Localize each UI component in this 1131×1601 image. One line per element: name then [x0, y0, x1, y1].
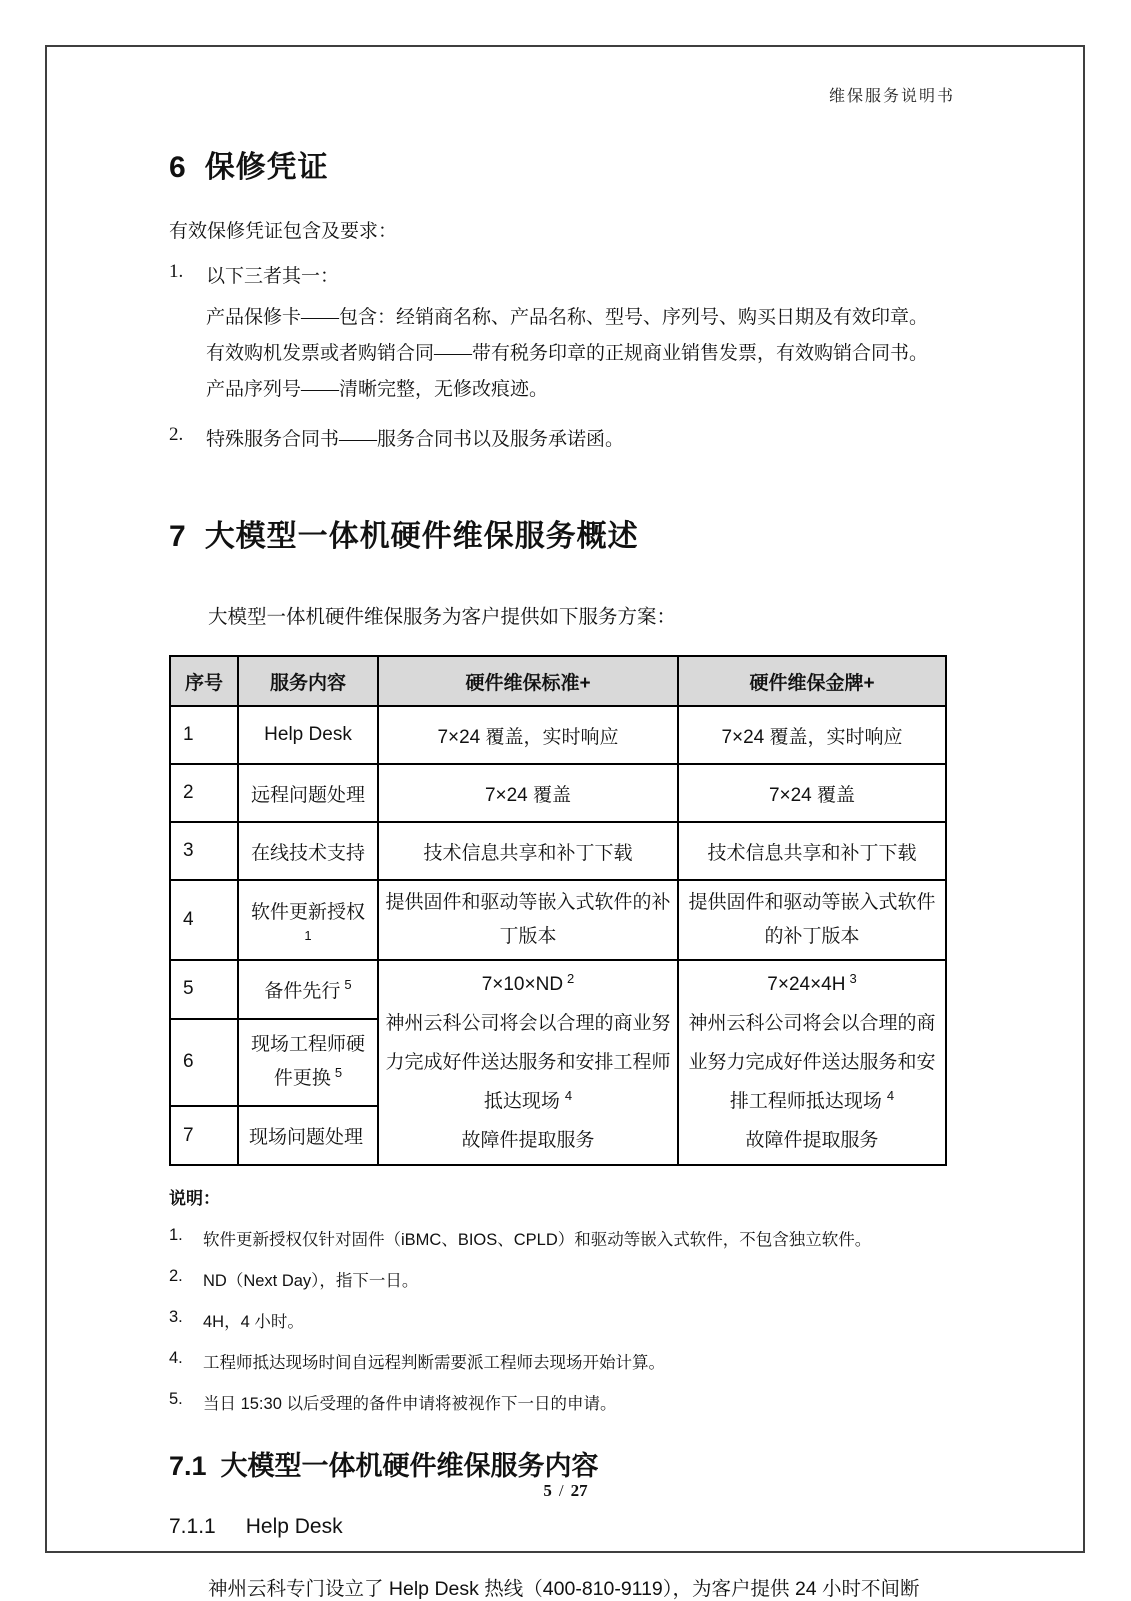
footnote-marker: 5	[344, 977, 352, 993]
cell-service: Help Desk	[238, 706, 378, 764]
footnote-marker: 4	[886, 1087, 895, 1103]
service-plan-table	[169, 655, 947, 1166]
note-text: 工程师抵达现场时间自远程判断需要派工程师去现场开始计算。	[203, 1354, 665, 1372]
footnote-marker: 1	[304, 927, 312, 943]
cell-service: 现场工程师硬件更换 $^5$	[238, 1019, 378, 1107]
table-row-2	[170, 764, 946, 822]
section-7-1-heading	[169, 1444, 955, 1483]
list-item-number: 1.	[169, 261, 184, 282]
table-row-4	[170, 880, 946, 960]
section-6-intro: 有效保修凭证包含及要求：	[169, 221, 398, 242]
section-7-heading	[169, 511, 955, 555]
cell-service: 远程问题处理	[238, 764, 378, 822]
note-item-5	[169, 1390, 955, 1414]
footnote-marker: 2	[567, 970, 575, 986]
sub-paragraph: 产品序列号——清晰完整，无修改痕迹。	[206, 379, 549, 400]
cell-standard: 7×24 覆盖，实时响应	[378, 706, 678, 764]
cell-gold-sla	[678, 960, 946, 1165]
note-text: 当日 15:30 以后受理的备件申请将被视作下一日的申请。	[203, 1395, 617, 1413]
section-7-intro: 大模型一体机硬件维保服务为客户提供如下服务方案：	[208, 606, 677, 628]
heading-title: 大模型一体机硬件维保服务概述	[204, 520, 639, 553]
page-footer	[0, 1481, 1131, 1501]
note-item-3	[169, 1308, 955, 1332]
footnote-marker: 4	[564, 1087, 573, 1103]
sla-headline: 7×10×ND $^2$	[481, 970, 575, 995]
page-number: 5	[543, 1481, 552, 1500]
cell-standard-sla	[378, 960, 678, 1165]
cell-service: 软件更新授权 1	[238, 880, 378, 960]
header-cell-gold: 硬件维保金牌+	[678, 656, 946, 706]
cell-gold: 提供固件和驱动等嵌入式软件的补丁版本	[678, 880, 946, 960]
note-number: 3.	[169, 1308, 183, 1326]
sla-body: 神州云科公司将会以合理的商业努力完成好件送达服务和安排工程师抵达现场 $^4$	[688, 1013, 936, 1112]
note-item-4	[169, 1349, 955, 1373]
notes-label: 说明：	[169, 1189, 220, 1208]
table-header-row	[170, 656, 946, 706]
cell-gold: 技术信息共享和补丁下载	[678, 822, 946, 880]
cell-no: 4	[170, 880, 238, 960]
cell-gold: 7×24 覆盖，实时响应	[678, 706, 946, 764]
cell-service: 现场问题处理	[238, 1106, 378, 1165]
header-cell-service: 服务内容	[238, 656, 378, 706]
note-number: 1.	[169, 1226, 183, 1244]
note-number: 2.	[169, 1267, 183, 1285]
list-item-2	[169, 424, 955, 451]
sla-footline: 故障件提取服务	[461, 1130, 595, 1151]
cell-no: 1	[170, 706, 238, 764]
table-row-1	[170, 706, 946, 764]
cell-no: 5	[170, 960, 238, 1019]
list-item-text: 以下三者其一：	[206, 266, 340, 287]
document-header: 维保服务说明书	[828, 88, 955, 105]
note-text: ND（Next Day），指下一日。	[203, 1272, 419, 1290]
heading-title: Help Desk	[245, 1515, 343, 1538]
header-cell-no: 序号	[170, 656, 238, 706]
table-row-5	[170, 960, 946, 1019]
cell-standard: 技术信息共享和补丁下载	[378, 822, 678, 880]
footnote-marker: 3	[849, 970, 857, 986]
note-text: 4H，4 小时。	[203, 1313, 304, 1331]
sla-headline: 7×24×4H $^3$	[767, 970, 857, 995]
list-item-1-subparagraphs	[206, 300, 955, 408]
cell-no: 6	[170, 1019, 238, 1107]
heading-number: 7.1.1	[169, 1515, 216, 1538]
cell-standard: 7×24 覆盖	[378, 764, 678, 822]
sla-body: 神州云科公司将会以合理的商业努力完成好件送达服务和安排工程师抵达现场 $^4$	[385, 1013, 671, 1112]
note-number: 4.	[169, 1349, 183, 1367]
cell-service: 备件先行 $^5$	[238, 960, 378, 1019]
note-item-1	[169, 1226, 955, 1250]
heading-title: 大模型一体机硬件维保服务内容	[220, 1451, 599, 1481]
heading-number: 6	[169, 151, 187, 184]
note-text: 软件更新授权仅针对固件（iBMC、BIOS、CPLD）和驱动等嵌入式软件，不包含独立软件。	[203, 1231, 872, 1249]
section-7-1-1-heading	[169, 1515, 955, 1539]
list-item-1	[169, 261, 955, 288]
page-total: 27	[570, 1481, 588, 1500]
cell-standard: 提供固件和驱动等嵌入式软件的补丁版本	[378, 880, 678, 960]
note-number: 5.	[169, 1390, 183, 1408]
cell-no: 2	[170, 764, 238, 822]
help-desk-paragraph: 神州云科专门设立了 Help Desk 热线（400-810-9119），为客户提供 24 小时不间断	[208, 1578, 920, 1600]
table-row-3	[170, 822, 946, 880]
heading-title: 保修凭证	[204, 151, 329, 184]
section-6-heading	[169, 142, 955, 186]
sub-paragraph: 有效购机发票或者购销合同——带有税务印章的正规商业销售发票，有效购销合同书。	[206, 343, 929, 364]
cell-no: 3	[170, 822, 238, 880]
list-item-text: 特殊服务合同书——服务合同书以及服务承诺函。	[206, 429, 625, 450]
page-border-frame	[45, 45, 1085, 1600]
header-cell-standard: 硬件维保标准+	[378, 656, 678, 706]
heading-number: 7.1	[169, 1451, 207, 1481]
list-item-number: 2.	[169, 424, 184, 445]
cell-service: 在线技术支持	[238, 822, 378, 880]
heading-number: 7	[169, 520, 187, 553]
footnote-marker: 5	[334, 1065, 343, 1081]
note-item-2	[169, 1267, 955, 1291]
page-separator: /	[558, 1481, 564, 1500]
cell-gold: 7×24 覆盖	[678, 764, 946, 822]
sub-paragraph: 产品保修卡——包含：经销商名称、产品名称、型号、序列号、购买日期及有效印章。	[206, 307, 929, 328]
sla-footline: 故障件提取服务	[745, 1130, 879, 1151]
cell-no: 7	[170, 1106, 238, 1165]
